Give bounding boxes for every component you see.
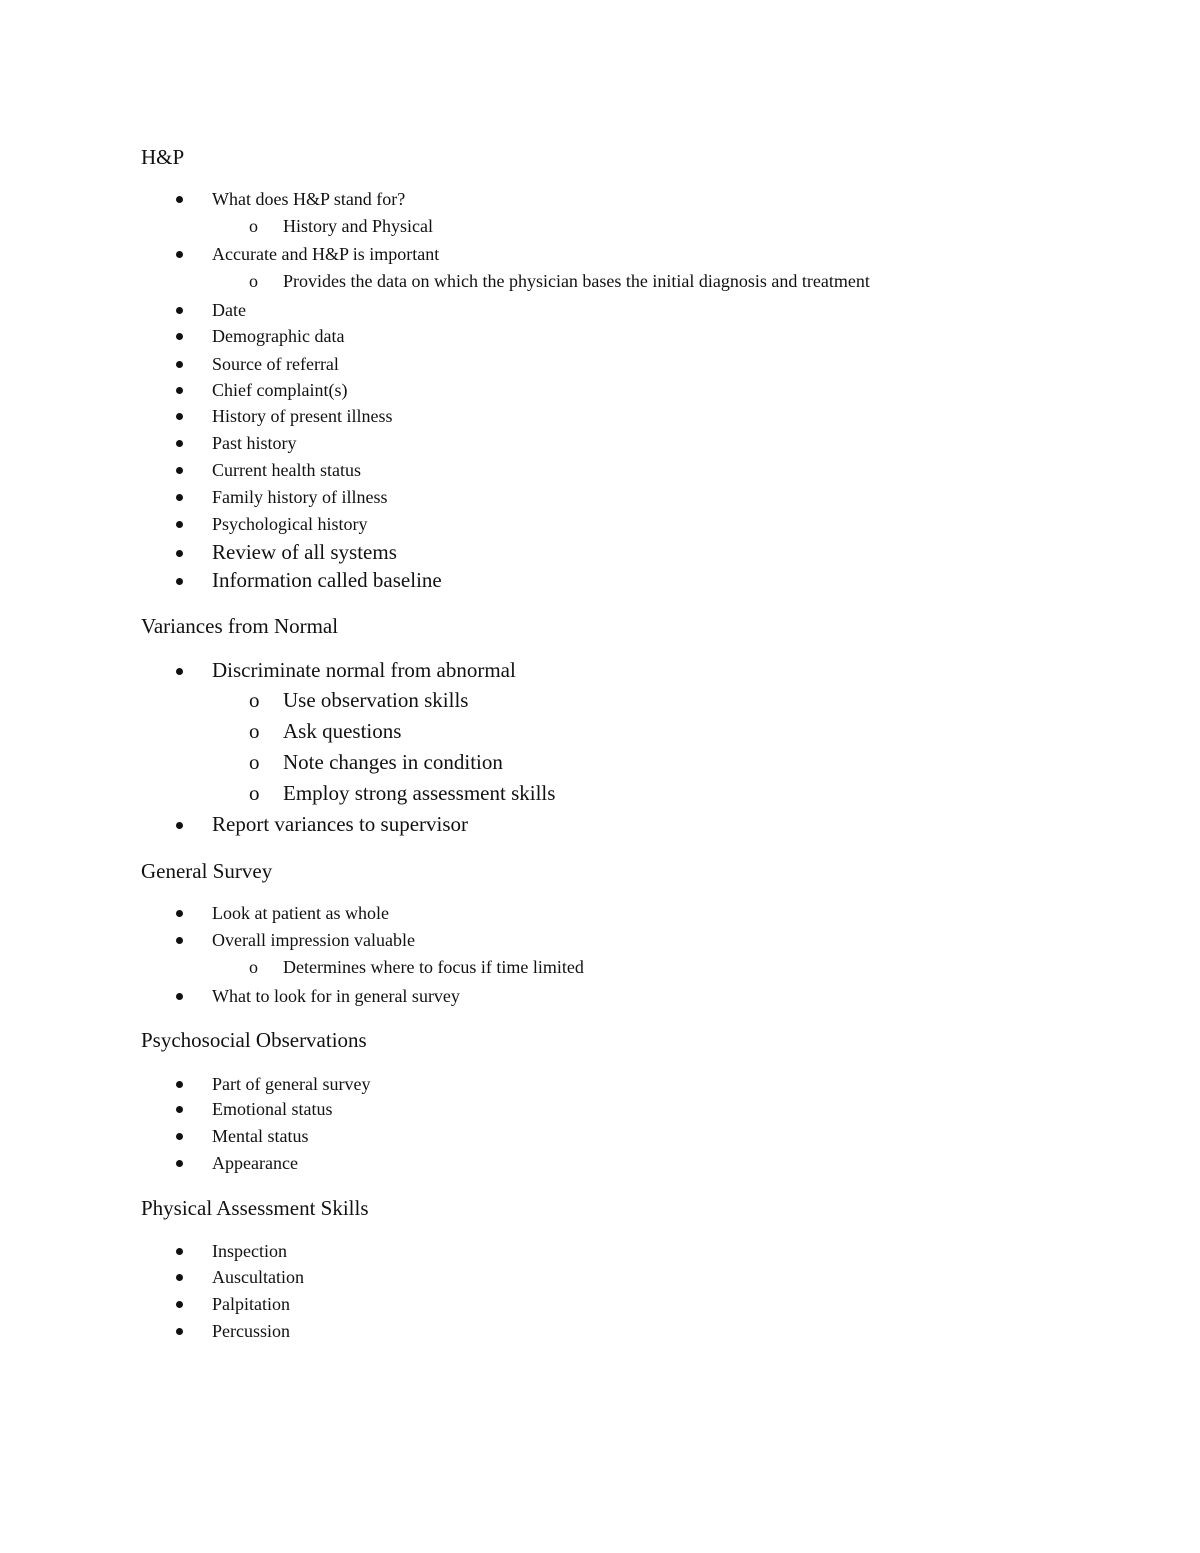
circle-bullet-icon: o [249,719,260,743]
bullet-icon [176,333,183,340]
bullet-icon [176,251,183,258]
section-heading-psychosocial: Psychosocial Observations [141,1028,367,1052]
bullet-icon [176,413,183,420]
bullet-icon [176,937,183,944]
bullet-icon [176,1248,183,1255]
bullet-icon [176,550,183,557]
circle-bullet-icon: o [249,781,260,805]
document-page: H&P What does H&P stand for? o History and Physical Accurate and H&P is important o Provides the data on which the physician bases the initial diagnosis and treatment Date Demographic data Source of referral Chief complaint(s) History of present illness Past history Current health status Family history of illness Psychological history Review of all systems Information called baseline Variances from Normal Discriminate normal from abnormal o Use observation skills o Ask questions o Note changes in condition o Employ strong assessment skills Report variances to supervisor General Survey Look at patient as whole Overall impression valuable o Determines where to focus if time limited What to look for in general survey Psychosocial Observations Part of general survey Emotional status Mental status Appearance Physical Assessment Skills Inspection Auscultation Palpitation Percussion [141,145,870,1341]
circle-bullet-icon: o [249,750,260,774]
bullet-icon [176,1106,183,1113]
bullet-icon [176,1301,183,1308]
bullet-icon [176,822,183,829]
bullet-icon [176,440,183,447]
bullet-icon [176,1160,183,1167]
circle-bullet-icon: o [249,957,258,977]
section-heading-general-survey: General Survey [141,859,273,883]
bullet-icon [176,993,183,1000]
bullet-icon [176,467,183,474]
circle-bullet-icon: o [249,216,258,236]
bullet-icon [176,387,183,394]
bullet-icon [176,578,183,585]
circle-bullet-icon: o [249,688,260,712]
bullet-icon [176,910,183,917]
bullet-icon [176,1081,183,1088]
bullet-icon [176,307,183,314]
bullet-icon [176,494,183,501]
circle-bullet-icon: o [249,271,258,291]
bullet-icon [176,361,183,368]
bullet-icon [176,1328,183,1335]
section-heading-hp: H&P [141,145,185,169]
bullet-icon [176,196,183,203]
bullet-icon [176,668,183,675]
section-heading-physical-assessment: Physical Assessment Skills [141,1196,369,1220]
section-heading-variances: Variances from Normal [141,614,339,638]
bullet-icon [176,1133,183,1140]
bullet-icon [176,1274,183,1281]
bullet-icon [176,521,183,528]
